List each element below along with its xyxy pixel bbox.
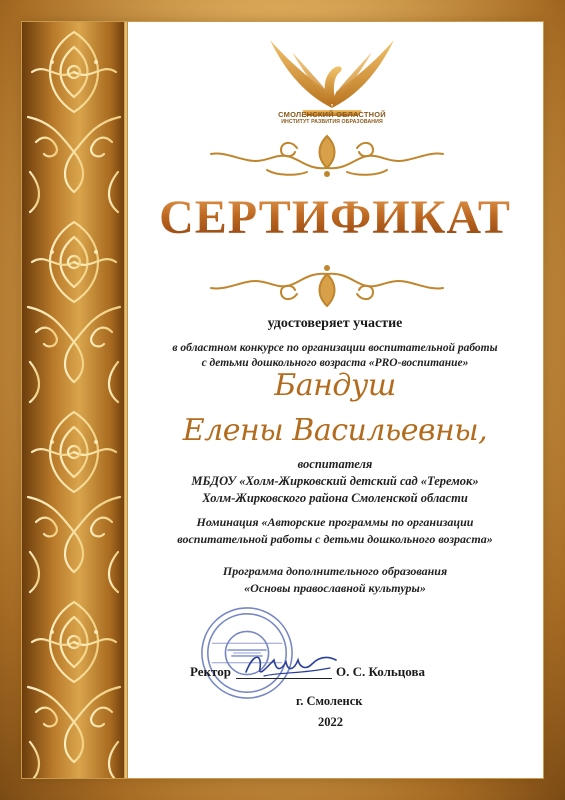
arabesque-ornament xyxy=(22,22,126,778)
certificate-title: СЕРТИФИКАТ xyxy=(140,190,530,245)
signer-name: О. С. Кольцова xyxy=(336,664,425,679)
position-line-1: воспитателя xyxy=(297,457,373,471)
program-line-1: Программа дополнительного образования xyxy=(222,564,448,578)
signer-title: Ректор xyxy=(190,664,231,679)
nomination-line-2: воспитательной работы с детьми дошкольного возраста» xyxy=(177,532,493,546)
position-line-2: МБДОУ «Холм-Жирковский детский сад «Теремок» xyxy=(191,474,479,488)
handwritten-signature-icon xyxy=(240,646,340,684)
ornament-strip xyxy=(22,22,126,778)
certificate-city: г. Смоленск xyxy=(296,694,363,708)
contest-line-1: в областном конкурсе по организации воспитательной работы xyxy=(172,342,498,354)
program xyxy=(140,563,530,597)
contest-line-2: с детьми дошкольного возраста «PRO-воспитание» xyxy=(201,357,469,369)
certificate-year: 2022 xyxy=(318,715,343,729)
divider-ornament-top xyxy=(207,130,447,180)
ornament-strip-border xyxy=(124,22,128,778)
divider-ornament-bottom xyxy=(207,262,447,312)
program-line-2: «Основы православной культуры» xyxy=(244,581,426,595)
nomination-line-1: Номинация «Авторские программы по организации xyxy=(196,515,474,529)
position-line-3: Холм-Жирковского района Смоленской области xyxy=(202,491,468,505)
nomination xyxy=(140,514,530,548)
contest-description xyxy=(140,341,530,371)
institute-name-line1: СМОЛЕНСКИЙ ОБЛАСТНОЙ xyxy=(278,110,386,119)
certificate-subtitle: удостоверяет участие xyxy=(267,316,403,331)
recipient-given-names: Елены Васильевны, xyxy=(182,413,488,448)
institute-name-line2: ИНСТИТУТ РАЗВИТИЯ ОБРАЗОВАНИЯ xyxy=(281,119,383,125)
recipient-position xyxy=(140,456,530,507)
recipient-surname: Бандуш xyxy=(274,368,396,403)
